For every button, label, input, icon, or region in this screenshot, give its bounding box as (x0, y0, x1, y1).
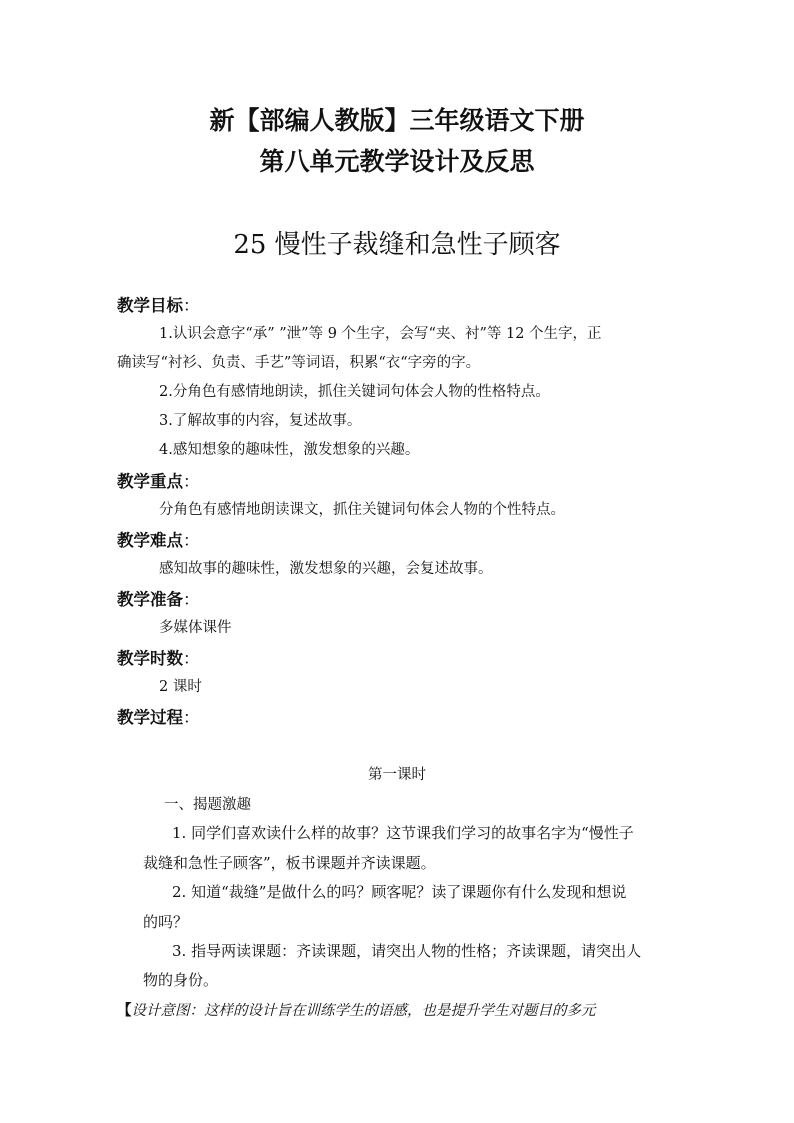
step-line: 物的身份。 (143, 971, 219, 989)
lesson-title: 25 慢性子裁缝和急性子顾客 (233, 230, 561, 260)
key-points-text: 分角色有感情地朗读课文，抓住关键词句体会人物的个性特点。 (159, 502, 565, 518)
preparation-text: 多媒体课件 (159, 620, 232, 636)
section-heading-preparation (117, 586, 200, 610)
section-label: 教学准备 (117, 590, 183, 609)
difficulties-text: 感知故事的趣味性，激发想象的兴趣，会复述故事。 (159, 561, 493, 577)
goal-item: 3.了解故事的内容，复述故事。 (159, 413, 362, 429)
step-line: 3. 指导两读课题：齐读课题，请突出人物的性格；齐读课题，请突出人 (172, 942, 642, 960)
section-label: 教学时数 (117, 649, 183, 668)
first-lesson-heading: 第一课时 (368, 767, 426, 783)
document-title-line-1: 新【部编人教版】三年级语文下册 (209, 106, 585, 135)
section-label: 教学过程 (117, 708, 183, 727)
section-heading-key-points (117, 468, 200, 492)
section-label: 教学目标 (117, 296, 183, 315)
design-note-text: 设计意图：这样的设计旨在训练学生的语感，也是提升学生对题目的多元 (131, 1003, 596, 1019)
part-heading: 一、揭题激趣 (164, 797, 251, 813)
section-colon: ： (183, 296, 200, 315)
section-colon: ： (183, 472, 200, 491)
section-heading-hours (117, 645, 200, 669)
goal-item: 2.分角色有感情地朗读，抓住关键词句体会人物的性格特点。 (159, 384, 550, 400)
step-line: 的吗？ (143, 913, 189, 931)
section-colon: ： (183, 649, 200, 668)
section-colon: ： (183, 708, 200, 727)
section-colon: ： (183, 531, 200, 550)
step-line: 2. 知道“裁缝”是做什么的吗？顾客呢？读了课题你有什么发现和想说 (172, 883, 627, 901)
goal-item: 确读写“衬衫、负责、手艺”等词语，积累“衣“字旁的字。 (117, 355, 481, 371)
section-label: 教学重点 (117, 472, 183, 491)
document-title-line-2: 第八单元教学设计及反思 (259, 147, 535, 176)
design-bracket: 【 (117, 1002, 132, 1019)
section-heading-goals (117, 292, 200, 316)
step-line: 1. 同学们喜欢读什么样的故事？这节课我们学习的故事名字为“慢性子 (172, 824, 634, 842)
step-line: 裁缝和急性子顾客”，板书课题并齐读课题。 (143, 854, 436, 872)
hours-text: 2 课时 (159, 679, 202, 695)
goal-item: 1.认识会意字“承” ”泄”等 9 个生字，会写“夹、衬”等 12 个生字，正 (159, 326, 602, 342)
section-heading-difficulties (117, 527, 200, 551)
section-label: 教学难点 (117, 531, 183, 550)
section-colon: ： (183, 590, 200, 609)
section-heading-process (117, 704, 200, 728)
goal-item: 4.感知想象的趣味性，激发想象的兴趣。 (159, 442, 420, 458)
design-intent-note (117, 999, 596, 1020)
